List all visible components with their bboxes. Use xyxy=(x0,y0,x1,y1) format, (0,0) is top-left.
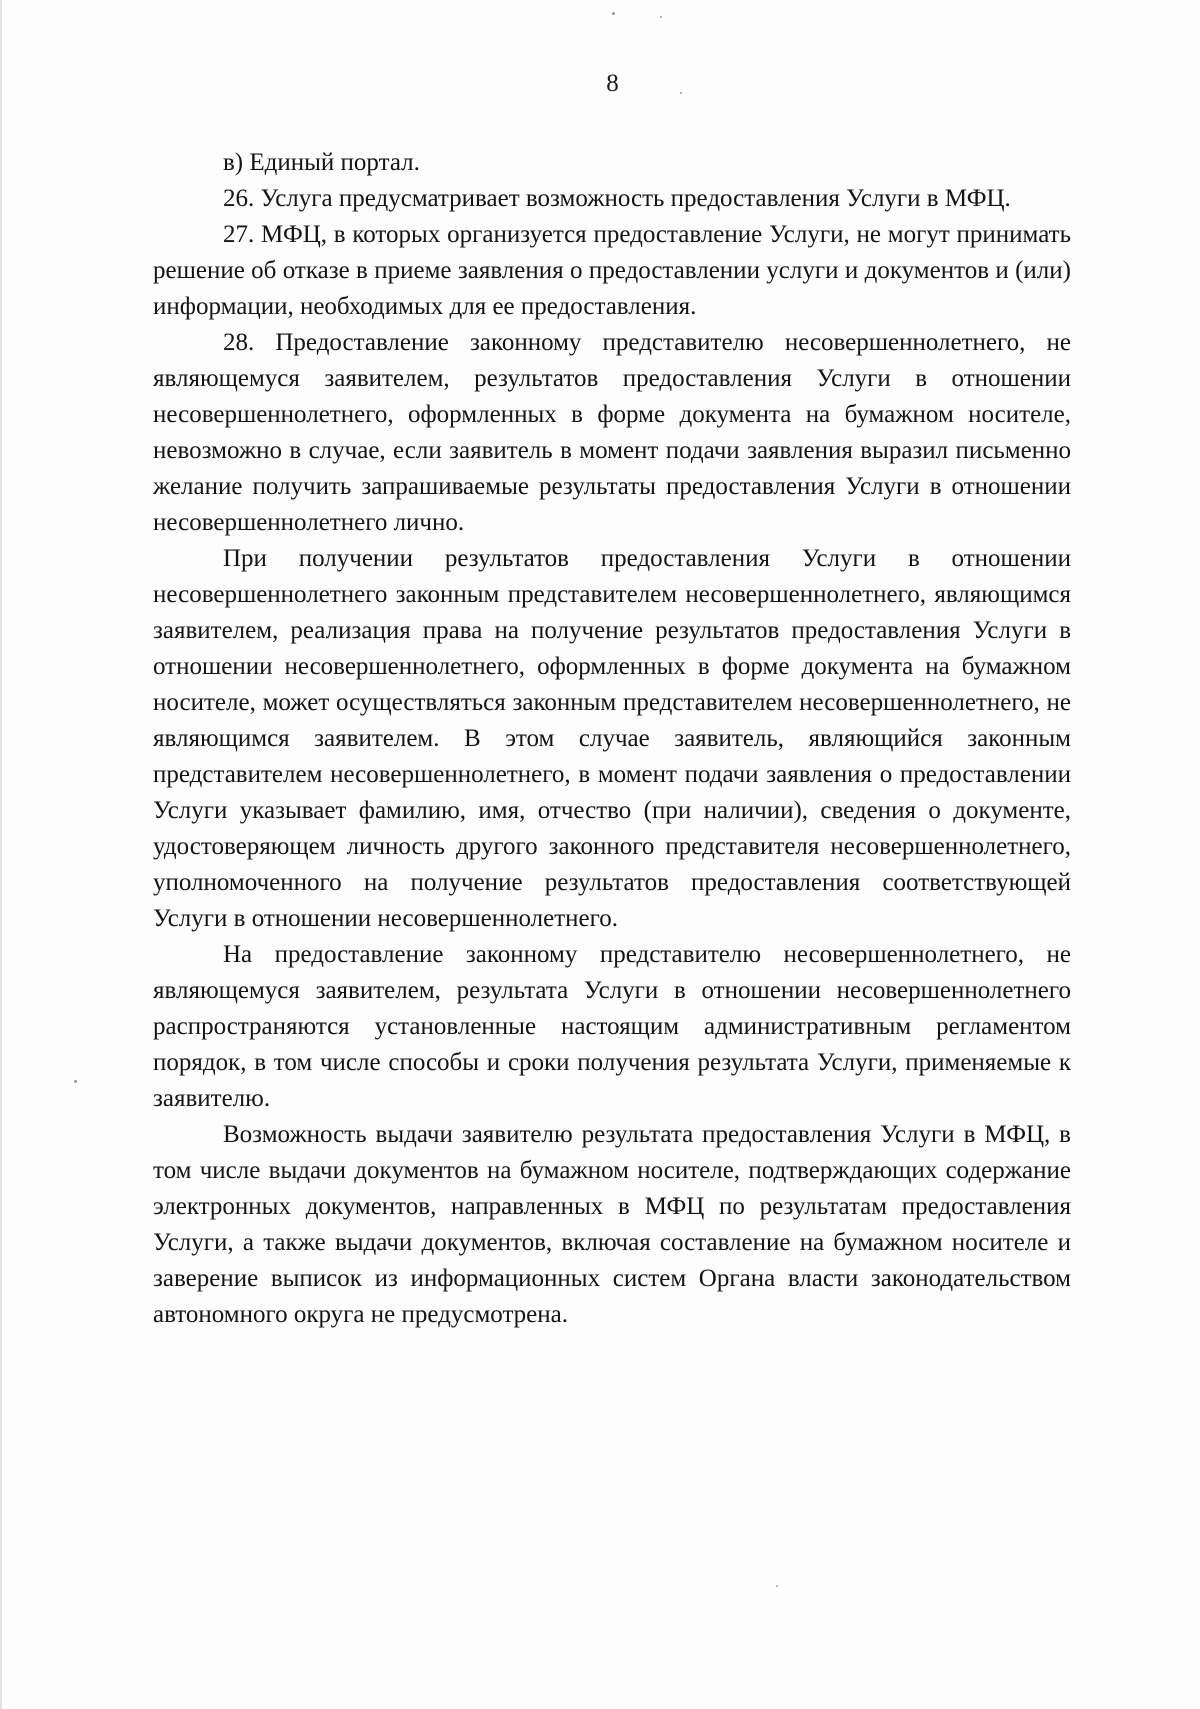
paragraph-27: 27. МФЦ, в которых организуется предоставление Услуги, не могут принимать решение об отказе в приеме заявления о предоставлении услуги и документов и (или) информации, необходимых для ее предоставления. xyxy=(153,221,1071,320)
paragraph-28-rules: На предоставление законному представителю несовершеннолетнего, не являющемуся заявителем, результата Услуги в отношении несовершеннолетнего распространяются установленные настоящим административным регламентом порядок, в том числе способы и сроки получения результата Услуги, применяемые к заявителю. xyxy=(153,941,1071,1112)
paragraph-28: 28. Предоставление законному представителю несовершеннолетнего, не являющемуся заявителем, результатов предоставления Услуги в отношении несовершеннолетнего, оформленных в форме документа на бумажном носителе, невозможно в случае, если заявитель в момент подачи заявления выразил письменно желание получить запрашиваемые результаты предоставления Услуги в отношении несовершеннолетнего лично. xyxy=(153,329,1071,536)
scan-speck xyxy=(776,1585,778,1587)
page-number: 8 xyxy=(606,70,619,97)
scan-speck xyxy=(660,16,662,18)
paragraph-28-receipt: При получении результатов предоставления Услуги в отношении несовершеннолетнего законным представителем несовершеннолетнего, являющимся заявителем, реализация права на получение результатов предоставления Услуги в отношении несовершеннолетнего, оформленных в форме документа на бумажном носителе, может осуществляться законным представителем несовершеннолетнего, не являющимся заявителем. В этом случае заявитель, являющийся законным представителем несовершеннолетнего, в момент подачи заявления о предоставлении Услуги указывает фамилию, имя, отчество (при наличии), сведения о документе, удостоверяющем личность другого законного представителя несовершеннолетнего, уполномоченного на получение результатов предоставления соответствующей Услуги в отношении несовершеннолетнего. xyxy=(153,545,1071,932)
document-body xyxy=(153,145,1071,1333)
scan-speck xyxy=(74,1080,77,1083)
paragraph-28-mfc: Возможность выдачи заявителю результата предоставления Услуги в МФЦ, в том числе выдачи документов на бумажном носителе, подтверждающих содержание электронных документов, направленных в МФЦ по результатам предоставления Услуги, а также выдачи документов, включая составление на бумажном носителе и заверение выписок из информационных систем Органа власти законодательством автономного округа не предусмотрена. xyxy=(153,1121,1071,1328)
paragraph-26: 26. Услуга предусматривает возможность предоставления Услуги в МФЦ. xyxy=(223,185,1011,212)
paragraph-item-v: в) Единый портал. xyxy=(223,149,420,176)
scan-edge xyxy=(0,0,2,1709)
scan-speck xyxy=(612,12,615,15)
